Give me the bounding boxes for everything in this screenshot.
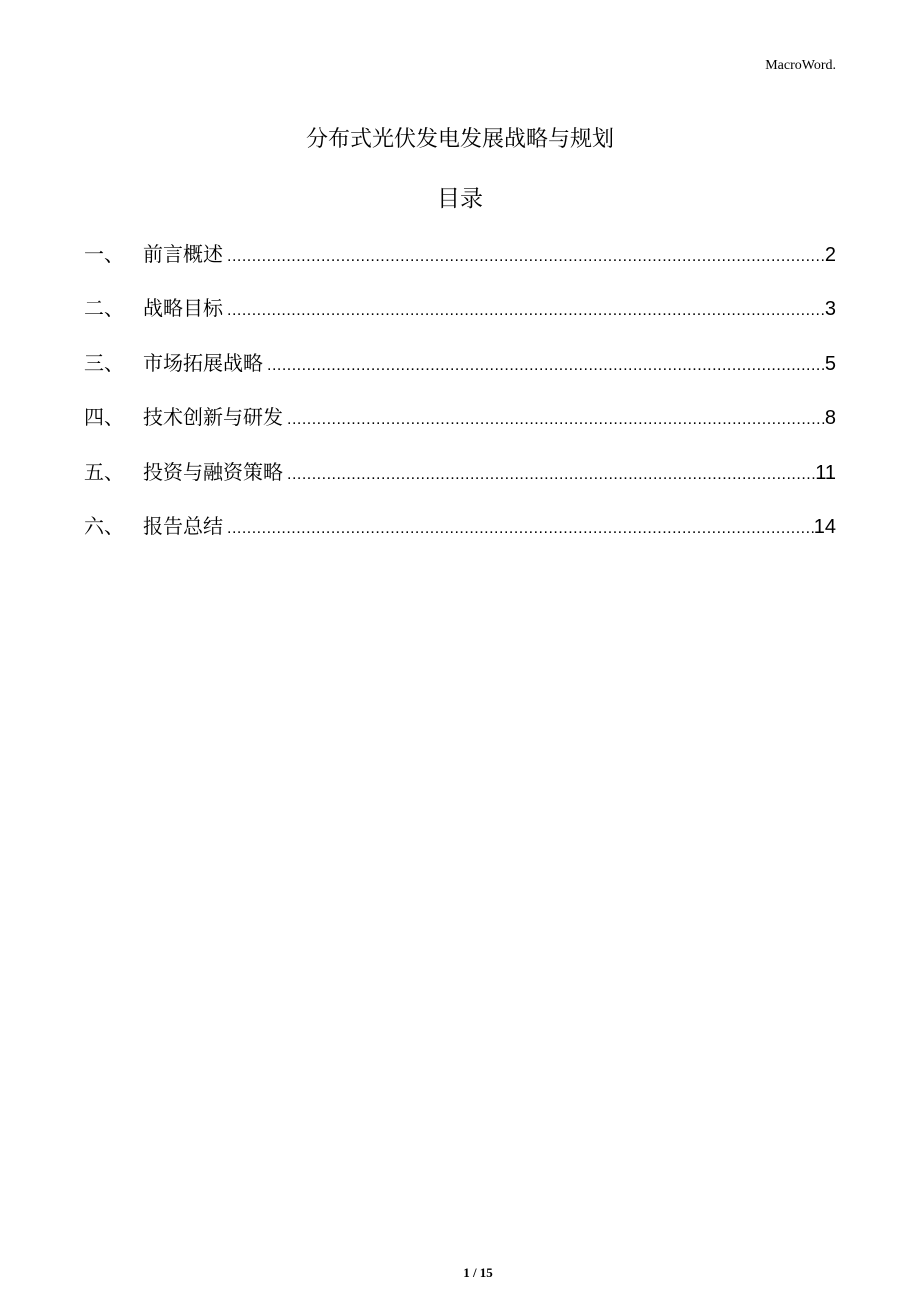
- toc-entry[interactable]: [84, 401, 836, 455]
- toc-entry-label: 前言概述: [143, 242, 223, 266]
- toc-entry[interactable]: [84, 238, 836, 292]
- toc-entry-page: 14: [813, 515, 836, 538]
- toc-leader-dots: [287, 466, 815, 484]
- toc-entry-number: 三、: [84, 350, 124, 375]
- toc-entry-label: 投资与融资策略: [143, 459, 283, 484]
- toc-entry-number: 六、: [84, 513, 124, 538]
- toc-entry-label: 市场拓展战略: [143, 350, 263, 375]
- toc-entry-number: 一、: [84, 242, 124, 266]
- toc-leader-dots: [227, 302, 825, 320]
- document-title: 分布式光伏发电发展战略与规划: [305, 127, 614, 152]
- toc-leader-dots: [227, 520, 814, 538]
- toc-entry[interactable]: [84, 510, 836, 564]
- toc-entry-label: 战略目标: [143, 296, 223, 321]
- toc-entry-number: 四、: [84, 405, 124, 430]
- toc-entry-label: 报告总结: [143, 513, 223, 538]
- toc-entry-page: 8: [824, 407, 836, 430]
- toc-entry[interactable]: [84, 456, 836, 510]
- toc-entry[interactable]: [84, 347, 836, 401]
- page-indicator: 1 / 15: [463, 1265, 493, 1280]
- toc-entry-page: 11: [815, 461, 836, 484]
- toc-entry-page: 5: [824, 352, 836, 375]
- toc-entry-number: 五、: [84, 459, 124, 484]
- toc-entry-page: 2: [824, 244, 836, 266]
- toc-entry-label: 技术创新与研发: [143, 405, 283, 430]
- toc-entry[interactable]: [84, 292, 836, 346]
- toc-leader-dots: [267, 357, 825, 375]
- toc-heading: 目录: [437, 186, 483, 212]
- toc-entry-page: 3: [824, 298, 836, 321]
- page-header: MacroWord.: [765, 58, 836, 73]
- toc-leader-dots: [287, 411, 825, 429]
- toc-entry-number: 二、: [84, 296, 124, 321]
- toc-leader-dots: [227, 248, 825, 266]
- table-of-contents: [84, 238, 836, 564]
